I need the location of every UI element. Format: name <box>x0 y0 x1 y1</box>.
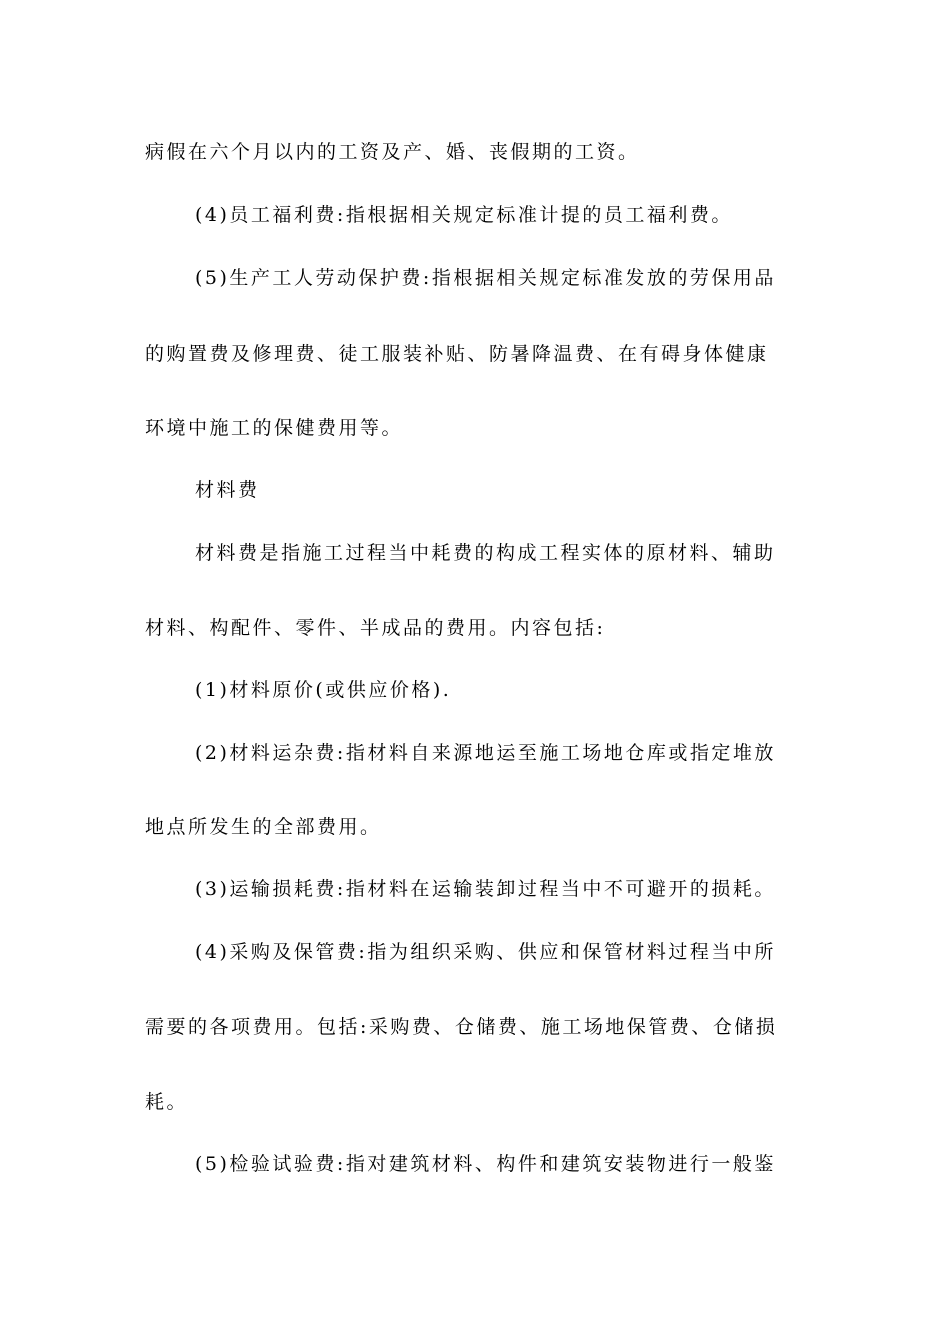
paragraph-line: (4)采购及保管费:指为组织采购、供应和保管材料过程当中所 <box>195 941 776 963</box>
paragraph-line: 需要的各项费用。包括:采购费、仓储费、施工场地保管费、仓储损 <box>145 1016 778 1038</box>
paragraph-line: 地点所发生的全部费用。 <box>145 816 382 838</box>
paragraph-line: (3)运输损耗费:指材料在运输装卸过程当中不可避开的损耗。 <box>195 878 776 900</box>
paragraph-line: 材料费是指施工过程当中耗费的构成工程实体的原材料、辅助 <box>195 542 776 564</box>
paragraph-line: 的购置费及修理费、徒工服装补贴、防暑降温费、在有碍身体健康 <box>145 343 769 365</box>
paragraph-line: (2)材料运杂费:指材料自来源地运至施工场地仓库或指定堆放 <box>195 742 776 764</box>
paragraph-line: 病假在六个月以内的工资及产、婚、丧假期的工资。 <box>145 141 640 163</box>
paragraph-line: 耗。 <box>145 1091 189 1113</box>
paragraph-line: (5)生产工人劳动保护费:指根据相关规定标准发放的劳保用品 <box>195 267 776 289</box>
paragraph-line: (5)检验试验费:指对建筑材料、构件和建筑安装物进行一般鉴 <box>195 1153 776 1175</box>
paragraph-line: 环境中施工的保健费用等。 <box>145 417 404 439</box>
paragraph-line: 材料、构配件、零件、半成品的费用。内容包括: <box>145 617 606 639</box>
paragraph-line: (4)员工福利费:指根据相关规定标准计提的员工福利费。 <box>195 204 733 226</box>
section-heading: 材料费 <box>195 479 260 501</box>
paragraph-line: (1)材料原价(或供应价格). <box>195 679 452 701</box>
